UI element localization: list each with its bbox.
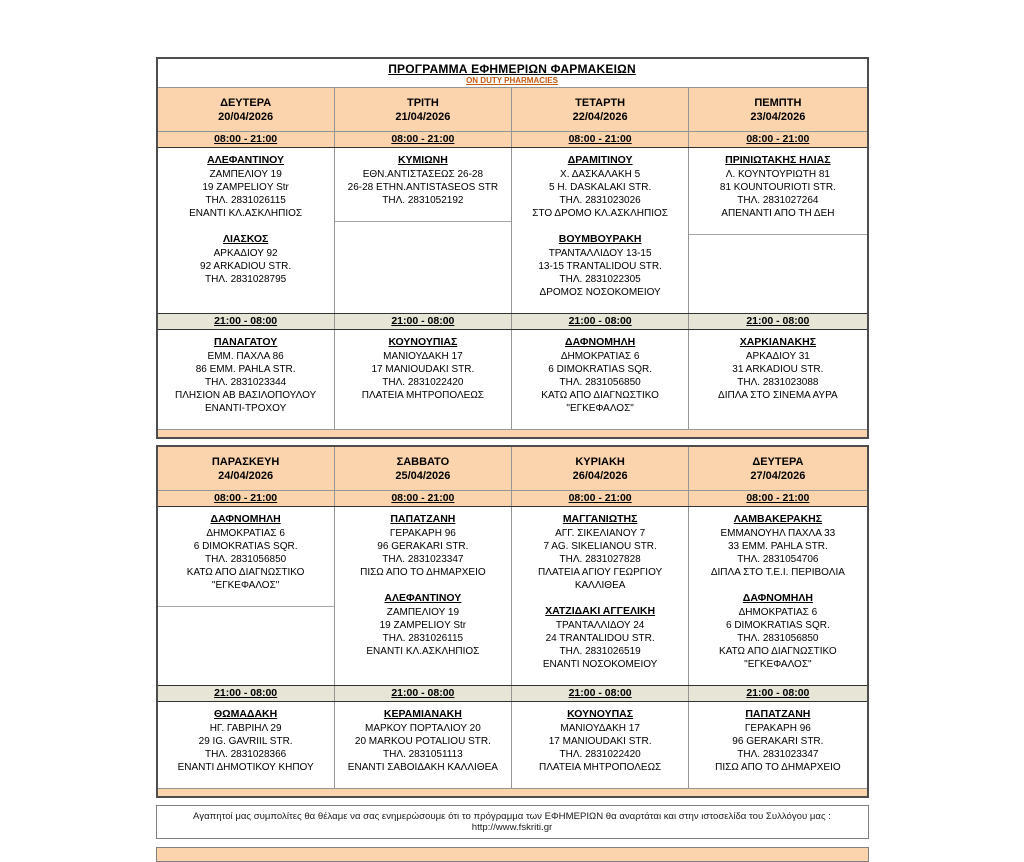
address-line: ΑΓΓ. ΣΙΚΕΛΙΑΝΟΥ 7 (555, 528, 646, 539)
night-shift-label: 21:00 - 08:00 (746, 315, 810, 327)
night-cell-mon2 (689, 702, 866, 788)
pharmacy-name: ΔΑΦΝΟΜΗΛΗ (742, 592, 813, 604)
cell-divider (335, 221, 511, 222)
address-line: ΤΗΛ. 2831022420 (382, 377, 464, 388)
address-line: ΕΝΑΝΤΙ ΣΑΒΟΙΔΑΚΗ ΚΑΛΛΙΘΕΑ (347, 762, 498, 773)
cell-divider (689, 234, 866, 235)
address-line: ΔΗΜΟΚΡΑΤΙΑΣ 6 (738, 607, 818, 618)
day-date: 24/04/2026 (218, 470, 274, 482)
address-line: 96 GERAKARI STR. (377, 541, 469, 552)
address-line: ΤΗΛ. 2831023347 (382, 554, 464, 565)
address-line: ΠΙΣΩ ΑΠΟ ΤΟ ΔΗΜΑΡΧΕΙΟ (360, 567, 486, 578)
day-cell-fri (158, 507, 335, 685)
address-line: ΚΑΤΩ ΑΠΟ ΔΙΑΓΝΩΣΤΙΚΟ (719, 646, 837, 657)
day-header-sat (335, 447, 512, 490)
night-shift-label: 21:00 - 08:00 (158, 314, 335, 329)
night-cell-wed (512, 330, 689, 429)
pharmacy-name: ΧΑΤΖΙΔΑΚΙ ΑΓΓΕΛΙΚΗ (545, 605, 656, 617)
pharmacy-entry (160, 335, 332, 415)
address-line: ΕΝΑΝΤΙ ΝΟΣΟΚΟΜΕΙΟΥ (542, 659, 658, 670)
week-bottom-strip (158, 429, 867, 437)
page-subtitle: ON DUTY PHARMACIES (466, 76, 558, 85)
address-line: ΠΛΑΤΕΙΑ ΑΓΙΟΥ ΓΕΩΡΓΙΟΥ (538, 567, 663, 578)
day-shift-label: 08:00 - 21:00 (746, 492, 810, 504)
pharmacy-name: ΔΡΑΜΙΤΙΝΟΥ (567, 154, 633, 166)
address-line: ΚΑΤΩ ΑΠΟ ΔΙΑΓΝΩΣΤΙΚΟ (186, 567, 305, 578)
address-line: ΔΙΠΛΑ ΣΤΟ Τ.Ε.Ι. ΠΕΡΙΒΟΛΙΑ (710, 567, 845, 578)
address-line: ΤΡΑΝΤΑΛΛΙΔΟΥ 24 (555, 620, 645, 631)
address-line: 13-15 TRANTALIDOU STR. (538, 261, 662, 272)
pharmacy-entry (514, 153, 686, 220)
address-line: ΖΑΜΠΕΛΙΟΥ 19 (386, 607, 460, 618)
pharmacy-entry (691, 153, 864, 220)
address-line: ΠΙΣΩ ΑΠΟ ΤΟ ΔΗΜΑΡΧΕΙΟ (715, 762, 841, 773)
address-line: ΕΝΑΝΤΙ ΚΛ.ΑΣΚΛΗΠΙΟΣ (189, 208, 303, 219)
address-line: ΔΗΜΟΚΡΑΤΙΑΣ 6 (560, 351, 640, 362)
day-cell-tue (335, 148, 512, 313)
pharmacy-entry (337, 153, 509, 207)
address-line: ΠΛΑΤΕΙΑ ΜΗΤΡΟΠΟΛΕΩΣ (361, 390, 484, 401)
footer-notice: Αγαπητοί μας συμπολίτες θα θέλαμε να σας ενημερώσουμε ότι το πρόγραμμα των ΕΦΗΜΕΡΙΩΝ θα αναρτάται και στην ιστοσελίδα του Συλλόγου μας : http://www.fskriti.gr (156, 805, 869, 839)
address-line: "ΕΓΚΕΦΑΛΟΣ" (211, 580, 280, 591)
pharmacy-name: ΠΑΝΑΓΑΤΟΥ (213, 336, 278, 348)
day-date: 20/04/2026 (218, 111, 274, 123)
pharmacy-entry (160, 232, 332, 286)
address-line: ΜΑΝΙΟΥΔΑΚΗ 17 (383, 351, 463, 362)
day-header-row (158, 447, 867, 491)
pharmacy-name: ΛΑΜΒΑΚΕΡΑΚΗΣ (733, 513, 823, 525)
day-date: 25/04/2026 (395, 470, 451, 482)
pharmacy-name: ΚΥΜΙΩΝΗ (397, 154, 448, 166)
day-header-mon2 (689, 447, 866, 490)
address-line: 26-28 ETHN.ANTISTASEOS STR (347, 182, 499, 193)
pharmacy-name: ΠΡΙΝΙΩΤΑΚΗΣ ΗΛΙΑΣ (725, 154, 831, 166)
address-line: 6 DIMOKRATIAS SQR. (193, 541, 298, 552)
address-line: ΤΗΛ. 2831052192 (382, 195, 464, 206)
address-line: ΕΜΜΑΝΟΥΗΛ ΠΑΧΛΑ 33 (720, 528, 836, 539)
day-shift-label: 08:00 - 21:00 (158, 132, 335, 147)
night-cell-tue (335, 330, 512, 429)
address-line: ΑΡΚΑΔΙΟΥ 92 (213, 248, 278, 259)
address-line: ΚΑΤΩ ΑΠΟ ΔΙΑΓΝΩΣΤΙΚΟ (541, 390, 659, 401)
day-shift-label: 08:00 - 21:00 (158, 491, 335, 506)
address-line: ΤΗΛ. 2831023088 (737, 377, 819, 388)
address-line: ΤΗΛ. 2831056850 (205, 554, 287, 565)
address-line: ΕΜΜ. ΠΑΧΛΑ 86 (207, 351, 284, 362)
pharmacy-name: ΜΑΓΓΑΝΙΩΤΗΣ (562, 513, 638, 525)
address-line: 29 IG. GAVRIIL STR. (198, 736, 293, 747)
pharmacy-entry (160, 512, 332, 592)
day-name: ΤΡΙΤΗ (406, 97, 439, 109)
day-header-tue (335, 88, 512, 131)
day-name: ΠΕΜΠΤΗ (754, 97, 802, 109)
day-date: 23/04/2026 (750, 111, 806, 123)
day-header-fri (158, 447, 335, 490)
address-line: 86 EMM. PAHLA STR. (195, 364, 296, 375)
address-line: ΚΑΛΛΙΘΕΑ (574, 580, 626, 591)
day-cell-sat (335, 507, 512, 685)
day-name: ΔΕΥΤΕΡΑ (220, 97, 272, 109)
day-cell-thu (689, 148, 866, 313)
day-shift-row (158, 491, 867, 507)
address-line: ΤΗΛ. 2831054706 (737, 554, 819, 565)
address-line: 7 AG. SIKELIANOU STR. (543, 541, 657, 552)
pharmacy-entry (337, 591, 509, 658)
address-line: ΓΕΡΑΚΑΡΗ 96 (744, 723, 811, 734)
address-line: "ΕΓΚΕΦΑΛΟΣ" (744, 659, 812, 670)
night-pharmacy-row (158, 330, 867, 429)
address-line: ΤΗΛ. 2831023344 (205, 377, 287, 388)
address-line: 96 GERAKARI STR. (732, 736, 824, 747)
address-line: 24 TRANTALIDOU STR. (545, 633, 655, 644)
address-line: 17 MANIOUDAKI STR. (371, 364, 475, 375)
day-shift-label: 08:00 - 21:00 (335, 491, 512, 506)
pharmacy-entry (514, 335, 686, 415)
address-line: ΤΗΛ. 2831026519 (559, 646, 641, 657)
address-line: ΕΝΑΝΤΙ-ΤΡΟΧΟΥ (204, 403, 287, 414)
address-line: 19 ZAMPELIOY Str (379, 620, 467, 631)
pharmacy-name: ΑΛΕΦΑΝΤΙΝΟΥ (384, 592, 462, 604)
address-line: 31 ARKADIOU STR. (732, 364, 824, 375)
address-line: ΓΕΡΑΚΑΡΗ 96 (389, 528, 456, 539)
pharmacy-entry (337, 335, 509, 402)
address-line: ΔΗΜΟΚΡΑΤΙΑΣ 6 (206, 528, 285, 539)
address-line: ΤΗΛ. 2831022305 (559, 274, 641, 285)
night-shift-label: 21:00 - 08:00 (512, 314, 689, 329)
address-line: Χ. ΔΑΣΚΑΛΑΚΗ 5 (560, 169, 641, 180)
address-line: ΤΗΛ. 2831026115 (205, 195, 286, 206)
address-line: Λ. ΚΟΥΝΤΟΥΡΙΩΤΗ 81 (725, 169, 830, 180)
pharmacy-name: ΚΕΡΑΜΙΑΝΑΚΗ (383, 708, 462, 720)
title-block (158, 59, 867, 88)
day-shift-label: 08:00 - 21:00 (335, 132, 512, 147)
week-table-2 (156, 445, 869, 798)
day-header-row (158, 88, 867, 132)
pharmacy-entry (514, 604, 686, 671)
address-line: ΤΗΛ. 2831022420 (559, 749, 641, 760)
pharmacy-entry (160, 707, 332, 774)
address-line: ΤΗΛ. 2831027828 (559, 554, 641, 565)
day-cell-wed (512, 148, 689, 313)
day-shift-label: 08:00 - 21:00 (512, 491, 689, 506)
pharmacy-entry (337, 707, 509, 774)
address-line: ΤΗΛ. 2831051113 (383, 749, 463, 760)
pharmacy-name: ΛΙΑΣΚΟΣ (222, 233, 269, 245)
night-shift-label: 21:00 - 08:00 (335, 314, 512, 329)
night-shift-label: 21:00 - 08:00 (335, 686, 512, 701)
day-header-mon (158, 88, 335, 131)
pharmacy-entry (514, 512, 686, 592)
day-date: 21/04/2026 (395, 111, 451, 123)
pharmacy-entry (337, 512, 509, 579)
address-line: ΕΘΝ.ΑΝΤΙΣΤΑΣΕΩΣ 26-28 (362, 169, 484, 180)
day-header-wed (512, 88, 689, 131)
address-line: ΣΤΟ ΔΡΟΜΟ ΚΛ.ΑΣΚΛΗΠΙΟΣ (532, 208, 668, 219)
pharmacy-name: ΠΑΠΑΤΖΑΝΗ (390, 513, 456, 525)
day-shift-row (158, 132, 867, 148)
address-line: ΕΝΑΝΤΙ ΚΛ.ΑΣΚΛΗΠΙΟΣ (366, 646, 480, 657)
address-line: ΤΗΛ. 2831026115 (382, 633, 464, 644)
pharmacy-name: ΔΑΦΝΟΜΗΛΗ (565, 336, 636, 348)
day-shift-label: 08:00 - 21:00 (512, 132, 689, 147)
pharmacy-name: ΒΟΥΜΒΟΥΡΑΚΗ (558, 233, 642, 245)
address-line: ΔΙΠΛΑ ΣΤΟ ΣΙΝΕΜΑ ΑΥΡΑ (718, 390, 838, 401)
address-line: 6 DIMOKRATIAS SQR. (548, 364, 652, 375)
night-shift-row (158, 685, 867, 702)
day-header-thu (689, 88, 866, 131)
address-line: ΤΗΛ. 2831056850 (559, 377, 641, 388)
day-shift-label: 08:00 - 21:00 (746, 133, 810, 145)
address-line: 92 ARKADIOU STR. (200, 261, 292, 272)
week-table-1 (156, 57, 869, 439)
pharmacy-name: ΚΟΥΝΟΥΠΙΑΣ (388, 336, 458, 348)
address-line: ΤΗΛ. 2831023347 (737, 749, 819, 760)
address-line: 33 EMM. PAHLA STR. (727, 541, 828, 552)
address-line: 81 KOUNTOURIOTI STR. (719, 182, 836, 193)
day-name: ΤΕΤΑΡΤΗ (575, 97, 626, 109)
page-title: ΠΡΟΓΡΑΜΜΑ ΕΦΗΜΕΡΙΩΝ ΦΑΡΜΑΚΕΙΩΝ (388, 62, 636, 76)
pharmacy-name: ΚΟΥΝΟΥΠΑΣ (567, 708, 634, 720)
address-line: "ΕΓΚΕΦΑΛΟΣ" (566, 403, 634, 414)
day-name: ΣΑΒΒΑΤΟ (396, 456, 450, 468)
address-line: ΑΡΚΑΔΙΟΥ 31 (745, 351, 810, 362)
address-line: 19 ZAMPELIOY Str (202, 182, 289, 193)
address-line: ΑΠΕΝΑΝΤΙ ΑΠΟ ΤΗ ΔΕΗ (721, 208, 835, 219)
pharmacy-entry (160, 153, 332, 220)
address-line: ΠΛΑΤΕΙΑ ΜΗΤΡΟΠΟΛΕΩΣ (539, 762, 662, 773)
cell-divider (158, 606, 334, 607)
address-line: 20 MARKOU POTALIOU STR. (354, 736, 491, 747)
day-date: 27/04/2026 (750, 470, 806, 482)
pharmacy-entry (691, 707, 864, 774)
pharmacy-entry (514, 232, 686, 299)
address-line: ΔΡΟΜΟΣ ΝΟΣΟΚΟΜΕΙΟΥ (539, 287, 661, 298)
day-pharmacy-row (158, 507, 867, 685)
day-header-sun (512, 447, 689, 490)
day-cell-mon2 (689, 507, 866, 685)
pharmacy-name: ΧΑΡΚΙΑΝΑΚΗΣ (739, 336, 817, 348)
day-pharmacy-row (158, 148, 867, 313)
address-line: ΖΑΜΠΕΛΙΟΥ 19 (209, 169, 282, 180)
day-name: ΠΑΡΑΣΚΕΥΗ (211, 456, 280, 468)
address-line: ΗΓ. ΓΑΒΡΙΗΛ 29 (209, 723, 282, 734)
address-line: ΤΗΛ. 2831028366 (205, 749, 287, 760)
pharmacy-entry (691, 335, 864, 402)
address-line: ΤΗΛ. 2831056850 (737, 633, 819, 644)
night-cell-thu (689, 330, 866, 429)
pharmacy-entry (691, 512, 864, 579)
day-name: ΚΥΡΙΑΚΗ (575, 456, 625, 468)
address-line: ΤΗΛ. 2831023026 (559, 195, 641, 206)
pharmacy-name: ΔΑΦΝΟΜΗΛΗ (210, 513, 281, 525)
pharmacy-entry (514, 707, 686, 774)
night-shift-label: 21:00 - 08:00 (158, 686, 335, 701)
day-date: 22/04/2026 (572, 111, 628, 123)
address-line: ΠΛΗΣΙΟΝ ΑΒ ΒΑΣΙΛΟΠΟΥΛΟΥ (175, 390, 317, 401)
night-pharmacy-row (158, 702, 867, 788)
pharmacy-name: ΘΩΜΑΔΑΚΗ (214, 708, 278, 720)
week-bottom-strip (158, 788, 867, 796)
pharmacy-entry (691, 591, 864, 671)
day-cell-mon (158, 148, 335, 313)
bottom-color-band (156, 847, 869, 862)
address-line: 6 DIMOKRATIAS SQR. (726, 620, 830, 631)
day-cell-sun (512, 507, 689, 685)
address-line: ΕΝΑΝΤΙ ΔΗΜΟΤΙΚΟΥ ΚΗΠΟΥ (177, 762, 314, 773)
address-line: ΤΡΑΝΤΑΛΛΙΔΟΥ 13-15 (548, 248, 652, 259)
night-cell-fri (158, 702, 335, 788)
night-cell-sun (512, 702, 689, 788)
pharmacy-name: ΠΑΠΑΤΖΑΝΗ (745, 708, 811, 720)
address-line: 5 H. DASKALAKI STR. (548, 182, 652, 193)
night-shift-row (158, 313, 867, 330)
schedule-sheet (156, 0, 869, 862)
address-line: 17 MANIOUDAKI STR. (548, 736, 652, 747)
night-cell-mon (158, 330, 335, 429)
day-date: 26/04/2026 (572, 470, 628, 482)
pharmacy-name: ΑΛΕΦΑΝΤΙΝΟΥ (207, 154, 285, 166)
day-name: ΔΕΥΤΕΡΑ (752, 456, 804, 468)
night-shift-label: 21:00 - 08:00 (512, 686, 689, 701)
night-shift-label: 21:00 - 08:00 (746, 687, 810, 699)
night-cell-sat (335, 702, 512, 788)
address-line: ΜΑΡΚΟΥ ΠΟΡΤΑΛΙΟΥ 20 (364, 723, 481, 734)
address-line: ΤΗΛ. 2831027264 (737, 195, 819, 206)
address-line: ΤΗΛ. 2831028795 (205, 274, 287, 285)
address-line: ΜΑΝΙΟΥΔΑΚΗ 17 (560, 723, 640, 734)
